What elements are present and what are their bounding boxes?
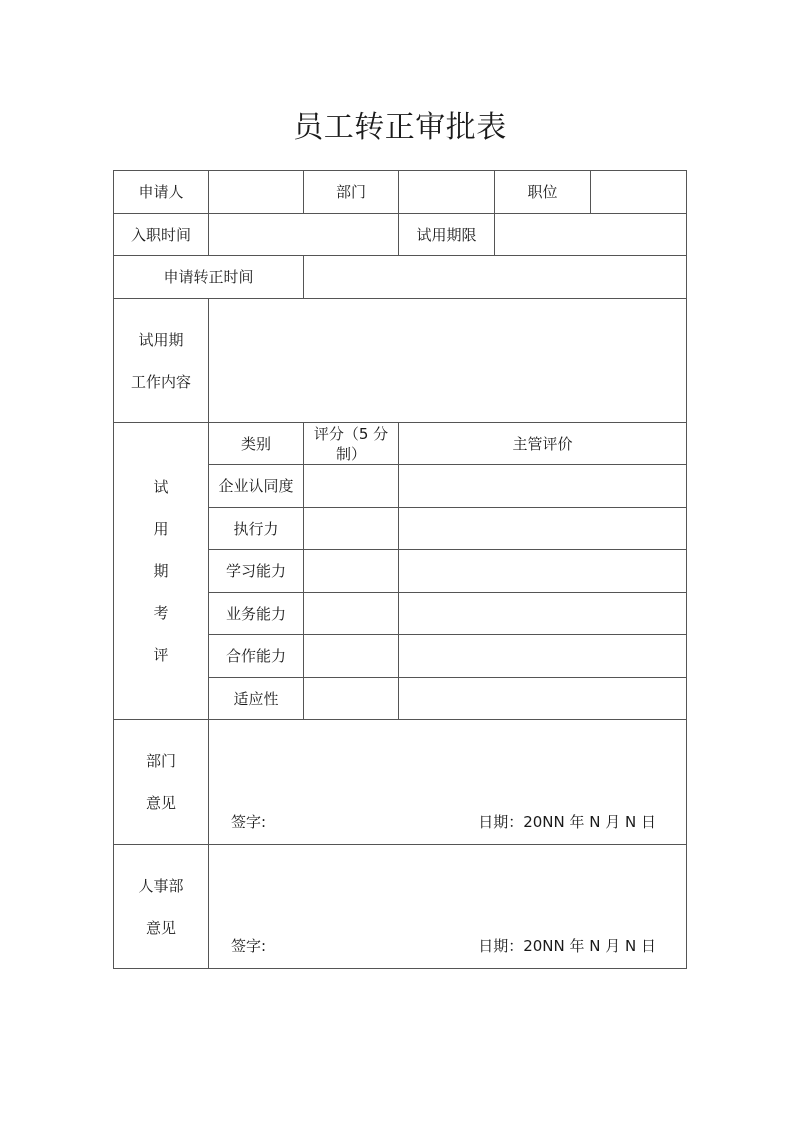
category-cell: 适应性 [209, 678, 304, 720]
comment-field[interactable] [399, 593, 687, 635]
department-opinion-label-line2: 意见 [145, 794, 176, 812]
work-content-label [114, 299, 209, 423]
hr-signature-label: 签字: [231, 937, 267, 955]
hr-opinion-label [114, 845, 209, 969]
category-cell: 学习能力 [209, 550, 304, 593]
evaluation-side-char: 评 [153, 646, 169, 664]
hire-date-label: 入职时间 [114, 214, 209, 256]
department-signature-label: 签字: [231, 813, 267, 831]
form-title: 员工转正审批表 [293, 110, 507, 145]
approval-form-table [113, 170, 687, 969]
score-field[interactable] [304, 678, 399, 720]
comment-field[interactable] [399, 635, 687, 678]
work-content-label-line1: 试用期 [138, 330, 184, 349]
category-cell: 企业认同度 [209, 465, 304, 508]
category-cell: 执行力 [209, 508, 304, 550]
department-opinion-label-line1: 部门 [145, 752, 176, 770]
department-label: 部门 [304, 171, 399, 214]
applicant-row [114, 171, 687, 214]
category-header: 类别 [209, 423, 304, 465]
probation-period-label: 试用期限 [399, 214, 495, 256]
hr-opinion-label-line2: 意见 [145, 918, 176, 937]
hire-date-field[interactable] [209, 214, 399, 256]
apply-date-label: 申请转正时间 [114, 256, 304, 299]
department-opinion-label [114, 720, 209, 845]
score-field[interactable] [304, 593, 399, 635]
comment-field[interactable] [399, 508, 687, 550]
applicant-label: 申请人 [114, 171, 209, 214]
category-cell: 合作能力 [209, 635, 304, 678]
applicant-field[interactable] [209, 171, 304, 214]
evaluation-side-char: 试 [153, 478, 169, 496]
work-content-field[interactable] [209, 299, 687, 423]
apply-date-field[interactable] [304, 256, 687, 299]
hr-opinion-label-line1: 人事部 [138, 876, 184, 895]
work-content-row [114, 299, 687, 423]
work-content-label-line2: 工作内容 [130, 372, 191, 391]
department-field[interactable] [399, 171, 495, 214]
hire-date-row [114, 214, 687, 256]
score-field[interactable] [304, 508, 399, 550]
evaluation-side-label [114, 423, 209, 720]
department-date-label: 日期：20NN 年 N 月 N 日 [478, 813, 657, 831]
comment-field[interactable] [399, 465, 687, 508]
evaluation-side-char: 期 [153, 562, 169, 580]
hr-opinion-row [114, 845, 687, 969]
score-header: 评分（5 分制） [304, 423, 399, 465]
probation-period-field[interactable] [495, 214, 687, 256]
score-field[interactable] [304, 550, 399, 593]
department-opinion-field[interactable] [209, 720, 687, 845]
comment-field[interactable] [399, 678, 687, 720]
comment-header: 主管评价 [399, 423, 687, 465]
evaluation-side-char: 用 [153, 520, 169, 538]
position-field[interactable] [591, 171, 687, 214]
apply-date-row [114, 256, 687, 299]
hr-date-label: 日期：20NN 年 N 月 N 日 [478, 937, 657, 955]
category-cell: 业务能力 [209, 593, 304, 635]
score-field[interactable] [304, 635, 399, 678]
evaluation-header-row [114, 423, 687, 465]
hr-opinion-field[interactable] [209, 845, 687, 969]
department-opinion-row [114, 720, 687, 845]
position-label: 职位 [495, 171, 591, 214]
evaluation-side-char: 考 [153, 604, 169, 622]
comment-field[interactable] [399, 550, 687, 593]
score-field[interactable] [304, 465, 399, 508]
